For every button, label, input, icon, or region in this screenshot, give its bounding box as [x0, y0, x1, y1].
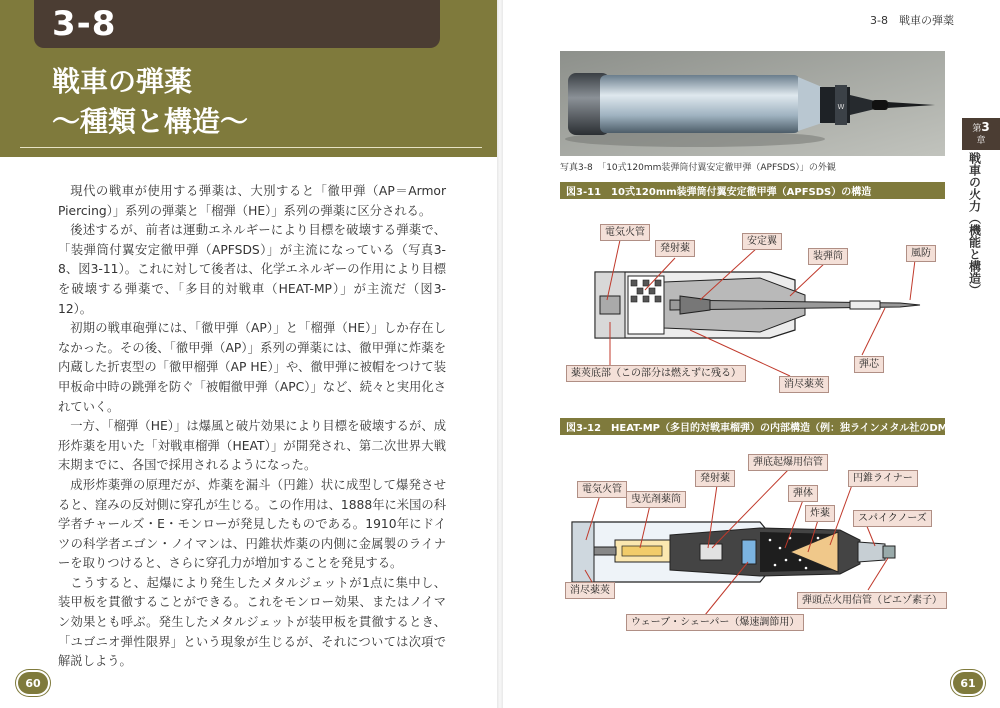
- chapter-tab: [962, 118, 1000, 150]
- fig2-label-cone-liner: 円錐ライナー: [848, 470, 918, 487]
- section-title-line2: ～種類と構造～: [52, 105, 249, 138]
- chapter-tab-suffix: 章: [976, 136, 986, 146]
- fig2-label-wave-shaper: ウェーブ・シェーパー（爆速調節用）: [626, 614, 804, 631]
- book-gutter: [497, 0, 503, 708]
- chapter-tab-number: 3: [981, 120, 990, 134]
- fig2-label-body: 弾体: [788, 485, 818, 502]
- body-paragraph: 後述するが、前者は運動エネルギーにより目標を破壊する弾薬で、「装弾筒付翼安定徹甲弾（APFSDS）」が主流になっている（写真3-8、図3-11）。これに対して後者は、化学エネルギーの作用により目標を破壊する弾薬で、「多目的対戦車（HEAT-MP）」が主流だ（図3-12）。: [58, 223, 446, 316]
- chapter-tab-prefix: 第: [972, 124, 982, 134]
- fig1-label-windscreen: 風防: [906, 245, 936, 262]
- fig1-label-propellant: 発射薬: [655, 240, 695, 257]
- body-text: [58, 182, 446, 672]
- section-title-line1: 戦車の弾薬: [52, 65, 193, 98]
- fig1-label-primer: 電気火管: [600, 224, 650, 241]
- svg-text:W: W: [837, 103, 845, 111]
- chapter-title-vertical: 戦車の火力（機能と構造）: [967, 152, 982, 296]
- figure-3-12-title: 図3-12 HEAT-MP（多目的対戦車榴弾）の内部構造（例：独ラインメタル社のDM12）: [560, 418, 945, 435]
- ammunition-photo: [560, 51, 945, 156]
- fig2-label-primer: 電気火管: [577, 481, 627, 498]
- fig1-label-sabot: 装弾筒: [808, 248, 848, 265]
- body-paragraph: こうすると、起爆により発生したメタルジェットが1点に集中し、装甲板を貫徹することができる。これをモンロー効果、またはノイマン効果とも呼ぶ。発生したメタルジェットが装甲板を貫徹するとき、「ユゴニオ弾性限界」という現象が生じるが、それについては次項で解説しよう。: [58, 575, 446, 669]
- fig2-label-tracer: 曳光剤薬筒: [626, 491, 686, 508]
- fig2-label-spike-nose: スパイクノーズ: [853, 510, 932, 527]
- fig1-label-fin: 安定翼: [742, 233, 782, 250]
- figure-3-11-title: 図3-11 10式120mm装弾筒付翼安定徹甲弾（APFSDS）の構造: [560, 182, 945, 199]
- body-paragraph: 一方、「榴弾（HE）」は爆風と破片効果により目標を破壊するが、成形炸薬を用いた「対戦車榴弾（HEAT）」が開発され、第二次世界大戦末期までに、各国で採用されるようになった。: [58, 419, 446, 473]
- title-divider: [20, 147, 482, 148]
- fig1-label-penetrator: 弾芯: [854, 356, 884, 373]
- apfsds-photo-illustration: [560, 51, 945, 156]
- page-number-left: 60: [18, 672, 48, 694]
- page-number-right: 61: [953, 672, 983, 694]
- fig1-label-combustible-case: 消尽薬莢: [779, 376, 829, 393]
- section-number: 3-8: [52, 4, 117, 44]
- fig2-label-combustible-case: 消尽薬莢: [565, 582, 615, 599]
- fig2-label-base-fuze: 弾底起爆用信管: [748, 454, 828, 471]
- fig2-label-propellant: 発射薬: [695, 470, 735, 487]
- fig2-label-explosive: 炸薬: [805, 505, 835, 522]
- running-head: 3-8 戦車の弾薬: [870, 14, 954, 27]
- body-paragraph: 現代の戦車が使用する弾薬は、大別すると「徹甲弾（AP＝Armor Piercing）」系列の弾薬と「榴弾（HE）」系列の弾薬に区分される。: [58, 184, 446, 218]
- fig1-label-case-base: 薬莢底部（この部分は燃えずに残る）: [566, 365, 746, 382]
- fig2-label-nose-fuze: 弾頭点火用信管（ピエゾ素子）: [797, 592, 947, 609]
- body-paragraph: 初期の戦車砲弾には、「徹甲弾（AP）」と「榴弾（HE）」しか存在しなかった。その後、「徹甲弾（AP）」系列の弾薬には、徹甲弾に炸薬を内蔵した折衷型の「徹甲榴弾（AP HE）」や、徹甲弾に被帽をつけて装甲板命中時の跳弾を防ぐ「被帽徹甲弾（APC）」など、続々と実用化されていく。: [58, 321, 446, 414]
- photo-caption: 写真3-8 「10式120mm装弾筒付翼安定徹甲弾（APFSDS）」の外観: [560, 163, 836, 173]
- body-paragraph: 成形炸薬弾の原理だが、炸薬を漏斗（円錐）状に成型して爆発させると、窪みの反対側に穿孔が生じる。この作用は、1888年に米国の科学者チャールズ・E・モンローが発見したものである。1910年にドイツの科学者エゴン・ノイマンは、円錐状炸薬の内側に金属製のライナーを取りつけると、さらに穿孔力が増加することを発見する。: [58, 477, 446, 571]
